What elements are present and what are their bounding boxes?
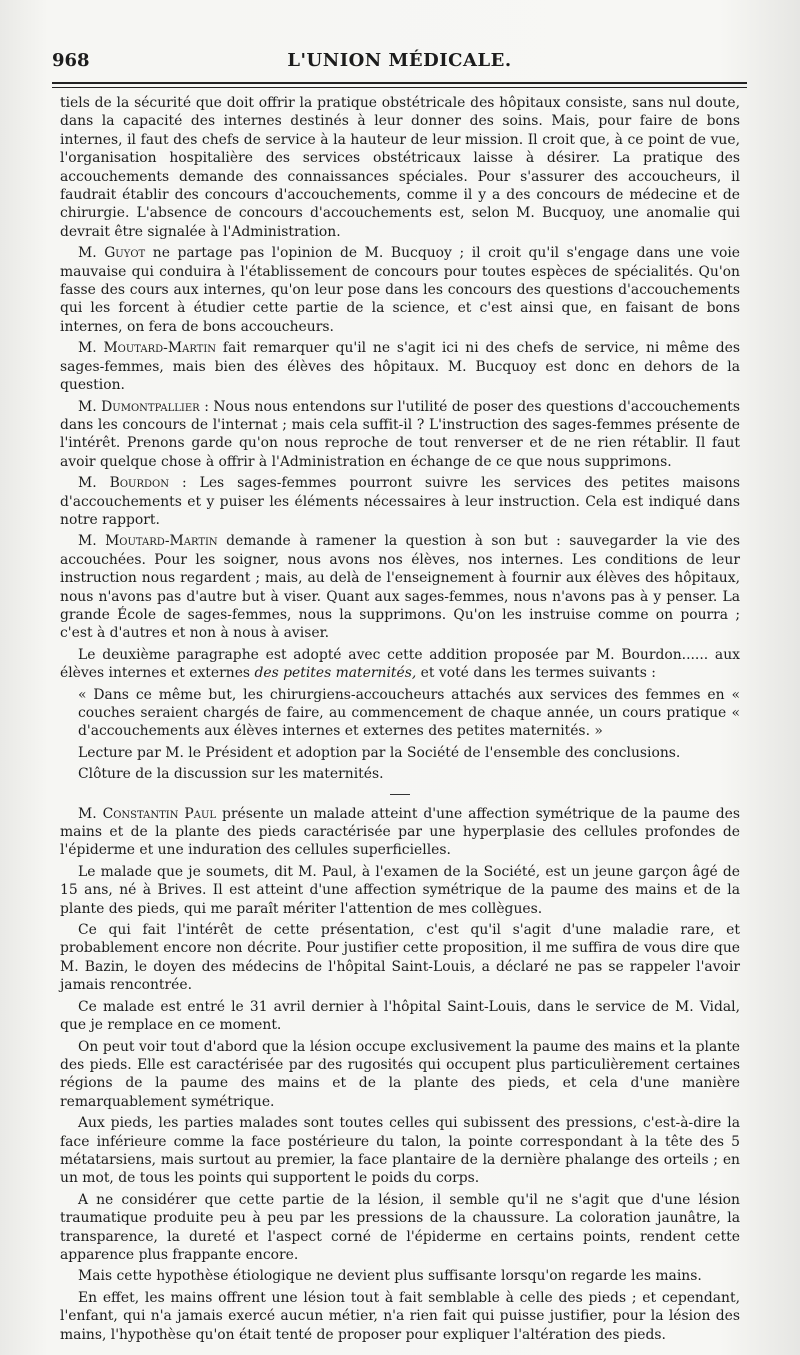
paragraph: M. Bourdon : Les sages-femmes pourront suivre les services des petites maisons d'accouchements et y puiser les éléments nécessaires à leur instruction. Cela est indiqué dans notre rapport. [60, 475, 740, 528]
header-rule [52, 82, 747, 88]
paragraph: Lecture par M. le Président et adoption par la Société de l'ensemble des conclusions. [78, 744, 681, 761]
page-header [52, 50, 747, 80]
paragraph: M. Dumontpallier : Nous nous entendons sur l'utilité de poser des questions d'accouchements dans les concours de l'internat ; mais cela suffit-il ? L'instruction des sages-femmes présente de l'intérêt. Prenons garde qu'on nous reproche de tout renverser et de ne rien rétablir. Il faut avoir quelque chose à offrir à l'Administration en échange de ce que nous supprimons. [60, 398, 740, 470]
paragraph: Ce malade est entré le 31 avril dernier à l'hôpital Saint-Louis, dans le service de M. Vidal, que je remplace en ce moment. [60, 998, 740, 1034]
italic-phrase: des petites maternités, [254, 665, 417, 682]
paragraph: M. Moutard-Martin fait remarquer qu'il ne s'agit ici ni des chefs de service, ni même des sages-femmes, mais bien des élèves des hôpitaux. M. Bucquoy est donc en dehors de la question. [60, 340, 740, 394]
speaker-name: M. Moutard-Martin [78, 533, 218, 550]
paragraph: En effet, les mains offrent une lésion tout à fait semblable à celle des pieds ; et cependant, l'enfant, qui n'a jamais exercé aucun métier, n'a rien fait qui puisse justifier, pour la lésion des mains, l'hypothèse qu'on était tenté de proposer pour expliquer l'altération des pieds. [60, 1289, 740, 1343]
paragraph: Clôture de la discussion sur les maternités. [78, 766, 384, 783]
paragraph: M. Guyot ne partage pas l'opinion de M. Bucquoy ; il croit qu'il s'engage dans une voie mauvaise qui conduira à l'établissement de concours pour toutes espèces de spécialités. Qu'on fasse des cours aux internes, qu'on leur pose dans les concours des questions d'accouchements qui les forcent à étudier cette partie de la science, et c'est ainsi que, en faisant de bons internes, on fera de bons accoucheurs. [60, 245, 740, 335]
paragraph: Aux pieds, les parties malades sont toutes celles qui subissent des pressions, c'est-à-dire la face inférieure comme la face postérieure du talon, la pointe correspondant à la tête des 5 métatarsiens, mais surtout au premier, la face plantaire de la dernière phalange des orteils ; en un mot, de tous les points qui supportent le poids du corps. [60, 1115, 740, 1187]
paragraph: Le deuxième paragraphe est adopté avec cette addition proposée par M. Bourdon...... aux élèves internes et externes des petites maternités, et voté dans les termes suivants : [60, 646, 740, 682]
paragraph: Mais cette hypothèse étiologique ne devient plus suffisante lorsqu'on regarde les mains. [78, 1268, 702, 1285]
section-separator [390, 794, 410, 795]
speaker-name: M. Guyot [78, 245, 146, 262]
paragraph: Ce qui fait l'intérêt de cette présentation, c'est qu'il s'agit d'une maladie rare, et probablement encore non décrite. Pour justifier cette proposition, il me suffira de vous dire que M. Bazin, le doyen des médecins de l'hôpital Saint-Louis, a déclaré ne pas se rappeler l'avoir jamais rencontrée. [60, 922, 740, 994]
page-number: 968 [52, 50, 90, 71]
running-title: L'UNION MÉDICALE. [287, 50, 512, 71]
body-text [60, 94, 740, 1347]
speaker-name: M. Dumontpallier [78, 398, 200, 415]
speaker-name: M. Bourdon [78, 475, 169, 492]
paragraph: M. Moutard-Martin demande à ramener la question à son but : sauvegarder la vie des accouchées. Pour les soigner, nous avons nos élèves, nos internes. Les conditions de leur instruction nous regardent ; mais, au delà de l'enseignement à fournir aux élèves des hôpitaux, nous n'avons pas d'autre but à viser. Quant aux sages-femmes, nous n'avons pas à y penser. La grande École de sages-femmes, nous la supprimons. Qu'on les instruise comme on pourra ; c'est à d'autres et non à nous à aviser. [60, 533, 741, 642]
quoted-resolution: « Dans ce même but, les chirurgiens-accoucheurs attachés aux services des femmes en « couches seraient chargés de faire, au commencement de chaque année, un cours pratique « d'accouchements aux élèves internes et externes des petites maternités. » [78, 686, 740, 740]
paragraph: Le malade que je soumets, dit M. Paul, à l'examen de la Société, est un jeune garçon âgé de 15 ans, né à Brives. Il est atteint d'une affection symétrique de la paume des mains et de la plante des pieds, qui me paraît mériter l'attention de mes collègues. [60, 863, 740, 917]
speaker-name: M. Constantin Paul [78, 805, 217, 822]
paragraph: On peut voir tout d'abord que la lésion occupe exclusivement la paume des mains et la plante des pieds. Elle est caractérisée par des rugosités qui occupent plus particulièrement certaines régions de la paume des mains et de la plante des pieds, et cela d'une manière remarquablement symétrique. [60, 1038, 740, 1110]
paragraph: M. Constantin Paul présente un malade atteint d'une affection symétrique de la paume des mains et de la plante des pieds caractérisée par une hyperplasie des cellules profondes de l'épiderme et une induration des cellules superficielles. [60, 805, 740, 859]
paragraph: tiels de la sécurité que doit offrir la pratique obstétricale des hôpitaux consiste, sans nul doute, dans la capacité des internes destinés à leur donner des soins. Mais, pour faire de bons internes, il faut des chefs de service à la hauteur de leur mission. Il croit que, à ce point de vue, l'organisation hospitalière des services obstétricaux laisse à désirer. La pratique des accouchements demande des connaissances spéciales. Pour s'assurer des accoucheurs, il faudrait établir des concours d'accouchements, comme il y a des concours de médecine et de chirurgie. L'absence de concours d'accouchements est, selon M. Bucquoy, une anomalie qui devrait être signalée à l'Administration. [60, 95, 740, 240]
speaker-name: M. Moutard-Martin [78, 340, 217, 357]
paragraph: A ne considérer que cette partie de la lésion, il semble qu'il ne s'agit que d'une lésion traumatique produite peu à peu par les pressions de la chaussure. La coloration jaunâtre, la transparence, la dureté et l'aspect corné de l'épiderme en certains points, rendent cette apparence plus frappante encore. [60, 1191, 740, 1263]
